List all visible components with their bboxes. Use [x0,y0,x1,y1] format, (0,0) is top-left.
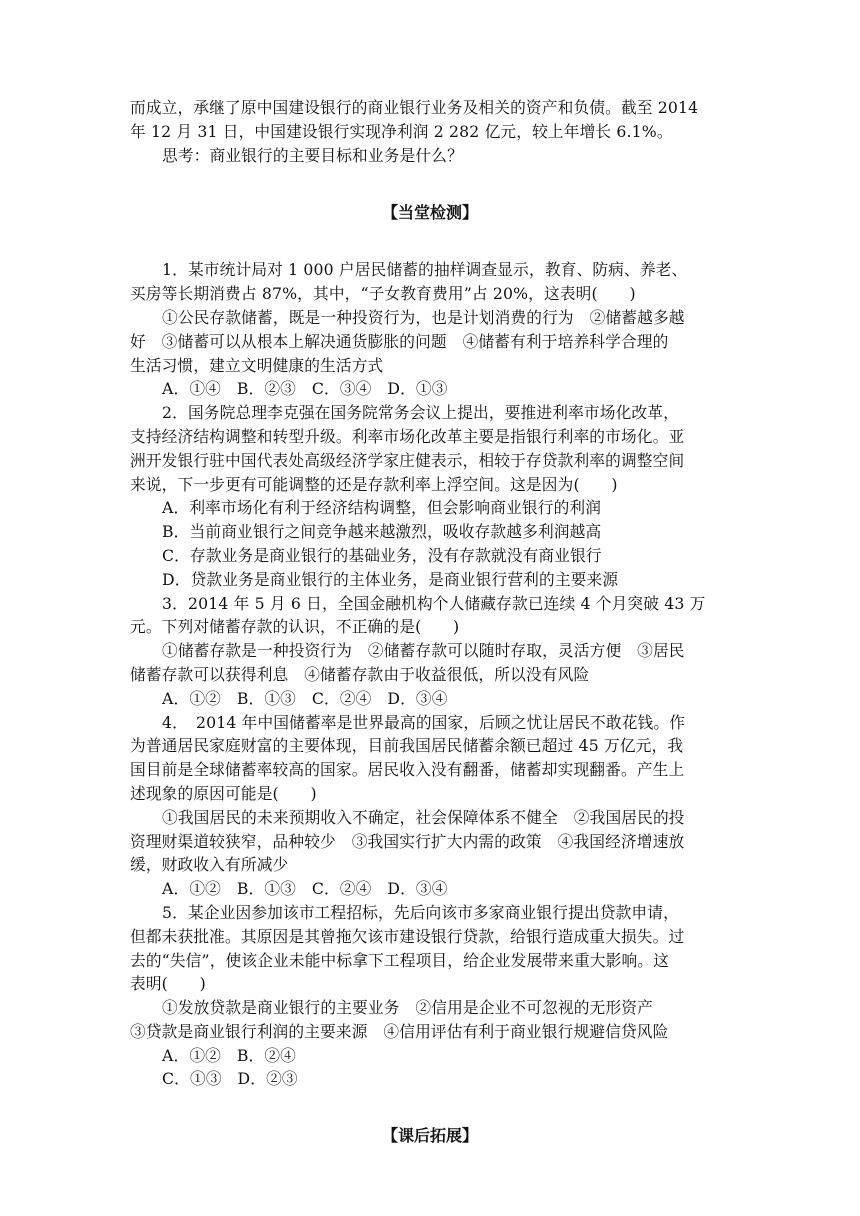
question-1 [130,258,730,401]
answer-options: A．①④ B．②③ C．③④ D．①③ [162,379,448,399]
question-stem-line: 去的“失信”，使该企业未能中标拿下工程项目，给企业发展带来重大影响。这 [130,950,669,970]
question-4 [130,711,730,901]
question-5 [130,901,730,1091]
question-stem-line: 为普通居民家庭财富的主要体现，目前我国居民储蓄余额已超过 45 万亿元，我 [130,736,684,756]
question-stem-line: 1．某市统计局对 1 000 户居民储蓄的抽样调查显示，教育、防病、养老、 [162,260,688,280]
answer-options: A．①② B．①③ C．②④ D．③④ [162,879,448,899]
question-stem-line: 来说，下一步更有可能调整的还是存款利率上浮空间。这是因为( ) [130,474,618,494]
question-stem-line: 元。下列对储蓄存款的认识，不正确的是( ) [130,617,460,637]
answer-options: A．①② B．①③ C．②④ D．③④ [162,688,448,708]
document-content [130,96,730,1148]
statement-line: 生活习惯，建立文明健康的生活方式 [130,355,384,375]
question-stem-line: 洲开发银行驻中国代表处高级经济学家庄健表示，相较于存贷款利率的调整空间 [130,450,685,470]
question-stem-line: 买房等长期消费占 87%，其中，“子女教育费用”占 20%，这表明( ) [130,284,636,304]
answer-option-d: D．贷款业务是商业银行的主体业务，是商业银行营利的主要来源 [162,569,619,589]
question-stem-line: 3．2014 年 5 月 6 日，全国金融机构个人储藏存款已连续 4 个月突破 43 万 [162,593,706,613]
answer-options: C．①③ D．②③ [162,1069,298,1089]
answer-option-b: B．当前商业银行之间竞争越来越激烈，吸收存款越多利润越高 [162,522,602,542]
statement-line: 资理财渠道较狭窄，品种较少 ③我国实行扩大内需的政策 ④我国经济增速放 [130,831,685,851]
statement-line: 好 ③储蓄可以从根本上解决通货膨胀的问题 ④储蓄有利于培养科学合理的 [130,331,669,351]
statement-line: ③贷款是商业银行利润的主要来源 ④信用评估有利于商业银行规避信贷风险 [130,1021,669,1041]
section-heading-check: 【当堂检测】 [381,203,478,223]
question-stem-line: 国目前是全球储蓄率较高的国家。居民收入没有翻番，储蓄却实现翻番。产生上 [130,760,685,780]
question-stem-line: 4． 2014 年中国储蓄率是世界最高的国家，后顾之忧让居民不敢花钱。作 [162,712,686,732]
question-3 [130,592,730,711]
question-stem-line: 表明( ) [130,974,206,994]
question-stem-line: 述现象的原因可能是( ) [130,783,317,803]
intro-paragraph [130,96,730,167]
statement-line: ①公民存款储蓄，既是一种投资行为，也是计划消费的行为 ②储蓄越多越 [162,307,685,327]
section-heading-extend: 【课后拓展】 [381,1126,478,1146]
statement-line: ①发放贷款是商业银行的主要业务 ②信用是企业不可忽视的无形资产 [162,998,653,1018]
question-stem-line: 2．国务院总理李克强在国务院常务会议上提出，要推进利率市场化改革， [162,403,679,423]
question-stem-line: 支持经济结构调整和转型升级。利率市场化改革主要是指银行利率的市场化。亚 [130,426,685,446]
answer-option-c: C．存款业务是商业银行的基础业务，没有存款就没有商业银行 [162,545,602,565]
text-line: 而成立，承继了原中国建设银行的商业银行业务及相关的资产和负债。截至 2014 [130,98,699,117]
statement-line: 储蓄存款可以获得利息 ④储蓄存款由于收益很低，所以没有风险 [130,664,590,684]
statement-line: 缓，财政收入有所减少 [130,855,289,875]
answer-options: A．①② B．②④ [162,1045,297,1065]
text-line: 年 12 月 31 日，中国建设银行实现净利润 2 282 亿元，较上年增长 6.1%。 [130,121,673,141]
question-2 [130,401,730,591]
statement-line: ①储蓄存款是一种投资行为 ②储蓄存款可以随时存取，灵活方便 ③居民 [162,641,685,661]
question-stem-line: 5．某企业因参加该市工程招标，先后向该市多家商业银行提出贷款申请， [162,902,679,922]
answer-option-a: A．利率市场化有利于经济结构调整，但会影响商业银行的利润 [162,498,602,518]
statement-line: ①我国居民的未来预期收入不确定，社会保障体系不健全 ②我国居民的投 [162,807,685,827]
question-stem-line: 但都未获批准。其原因是其曾拖欠该市建设银行贷款，给银行造成重大损失。过 [130,926,685,946]
thinking-prompt: 思考：商业银行的主要目标和业务是什么？ [162,145,463,165]
